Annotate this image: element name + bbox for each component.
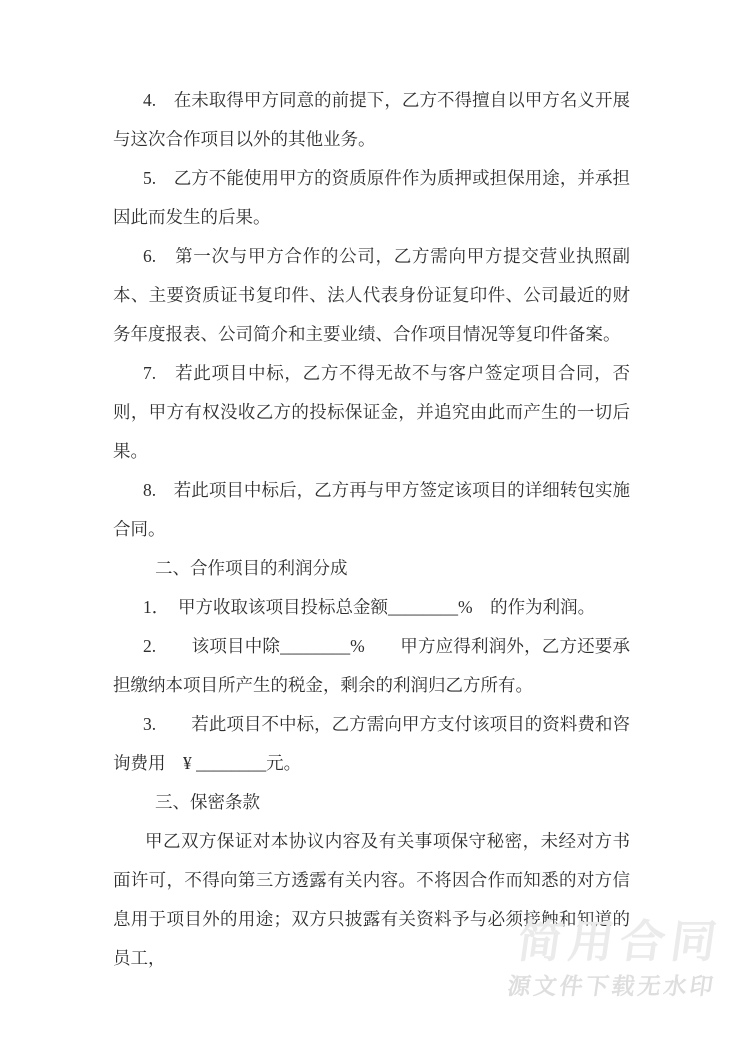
section-heading-confidentiality: 三、保密条款: [155, 792, 260, 812]
profit-clause-3: 3. 若此项目不中标，乙方需向甲方支付该项目的资料费和咨询费用 ¥ ________元。: [113, 714, 630, 773]
section-heading-profit-split: 二、合作项目的利润分成: [155, 558, 348, 578]
watermark: [506, 917, 725, 999]
confidentiality-paragraph: 甲乙双方保证对本协议内容及有关事项保守秘密，未经对方书面许可，不得向第三方透露有关内容。不将因合作而知悉的对方信息用于项目外的用途；双方只披露有关资料予与必须接触和知道的员工，: [113, 831, 630, 968]
clause-7: 7. 若此项目中标，乙方不得无故不与客户签定项目合同，否则，甲方有权没收乙方的投标保证金，并追究由此而产生的一切后果。: [113, 363, 630, 461]
profit-clause-1: 1． 甲方收取该项目投标总金额________% 的作为利润。: [143, 597, 596, 617]
clause-4: 4. 在未取得甲方同意的前提下，乙方不得擅自以甲方名义开展与这次合作项目以外的其他业务。: [113, 90, 630, 149]
clause-6: 6. 第一次与甲方合作的公司，乙方需向甲方提交营业执照副本、主要资质证书复印件、法人代表身份证复印件、公司最近的财务年度报表、公司简介和主要业绩、合作项目情况等复印件备案。: [113, 246, 630, 344]
clause-5: 5. 乙方不能使用甲方的资质原件作为质押或担保用途，并承担因此而发生的后果。: [113, 168, 630, 227]
clause-8: 8. 若此项目中标后，乙方再与甲方签定该项目的详细转包实施合同。: [113, 480, 630, 539]
contract-body: [113, 81, 630, 978]
watermark-title: 简用合同: [514, 916, 726, 968]
profit-clause-2: 2. 该项目中除________% 甲方应得利润外，乙方还要承担缴纳本项目所产生的税金，剩余的利润归乙方所有。: [113, 636, 630, 695]
watermark-subtitle: 源文件下载无水印: [506, 972, 718, 999]
